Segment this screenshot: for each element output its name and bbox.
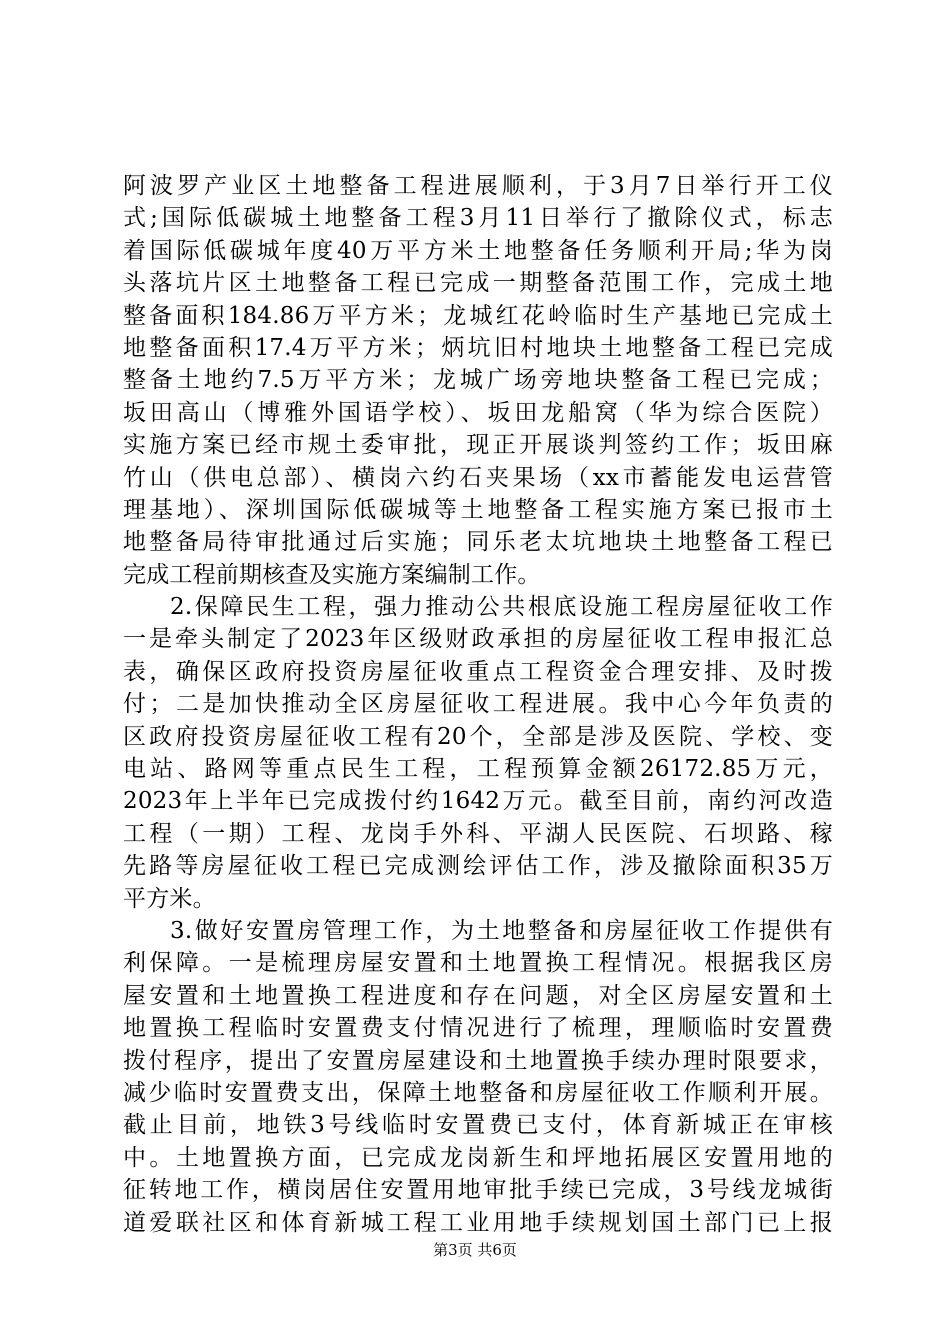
text-line: 道爱联社区和体育新城工程工业用地手续规划国土部门已上报	[123, 1209, 833, 1236]
text-line: 坂田高山（博雅外国语学校）、坂田龙船窝（华为综合医院）	[123, 399, 833, 426]
text-line: 整备土地约7.5万平方米；龙城广场旁地块整备工程已完成；	[123, 367, 833, 394]
text-line: 减少临时安置费支出，保障土地整备和房屋征收工作顺利开展。	[123, 1079, 833, 1106]
text-line: 电站、路网等重点民生工程，工程预算金额26172.85万元，	[123, 756, 833, 783]
text-line: 着国际低碳城年度40万平方米土地整备任务顺利开局;华为岗	[123, 237, 833, 264]
text-line: 地整备局待审批通过后实施；同乐老太坑地块土地整备工程已	[123, 529, 833, 556]
text-line: 利保障。一是梳理房屋安置和土地置换工程情况。根据我区房	[123, 950, 833, 977]
text-line: 式;国际低碳城土地整备工程3月11日举行了撤除仪式，标志	[123, 205, 833, 232]
text-line: 屋安置和土地置换工程进度和存在问题，对全区房屋安置和土	[123, 982, 833, 1009]
text-line: 地置换工程临时安置费支付情况进行了梳理，理顺临时安置费	[123, 1015, 833, 1042]
text-line: 竹山（供电总部）、横岗六约石夹果场（xx市蓄能发电运营管	[123, 464, 833, 491]
text-line: 完成工程前期核查及实施方案编制工作。	[123, 561, 541, 588]
text-line: 整备面积184.86万平方米；龙城红花岭临时生产基地已完成土	[123, 302, 833, 329]
text-line: 征转地工作，横岗居住安置用地审批手续已完成，3号线龙城街	[123, 1177, 833, 1204]
text-line: 截止目前，地铁3号线临时安置费已支付，体育新城正在审核	[123, 1112, 833, 1139]
section-heading-3: 3.做好安置房管理工作，为土地整备和房屋征收工作提供有	[170, 917, 833, 944]
text-line: 付；二是加快推动全区房屋征收工程进展。我中心今年负责的	[123, 691, 833, 718]
text-line: 平方米。	[123, 885, 216, 912]
text-line: 一是牵头制定了2023年区级财政承担的房屋征收工程申报汇总	[123, 626, 833, 653]
text-line: 阿波罗产业区土地整备工程进展顺利，于3月7日举行开工仪	[123, 173, 833, 199]
section-heading-2: 2.保障民生工程，强力推动公共根底设施工程房屋征收工作	[170, 594, 833, 621]
page-footer	[0, 1240, 950, 1260]
text-line: 理基地）、深圳国际低碳城等土地整备工程实施方案已报市土	[123, 496, 833, 523]
document-body	[123, 170, 833, 1239]
text-line: 区政府投资房屋征收工程有20个，全部是涉及医院、学校、变	[123, 723, 833, 750]
text-line: 头落坑片区土地整备工程已完成一期整备范围工作，完成土地	[123, 270, 833, 297]
text-line: 实施方案已经市规土委审批，现正开展谈判签约工作；坂田麻	[123, 432, 833, 459]
text-line: 拨付程序，提出了安置房屋建设和土地置换手续办理时限要求，	[123, 1047, 833, 1074]
text-line: 工程（一期）工程、龙岗手外科、平湖人民医院、石坝路、稼	[123, 820, 833, 847]
text-line: 地整备面积17.4万平方米；炳坑旧村地块土地整备工程已完成	[123, 334, 833, 361]
page-number: 第3页 共6页	[433, 1241, 517, 1259]
text-line: 先路等房屋征收工程已完成测绘评估工作，涉及撤除面积35万	[123, 853, 833, 880]
text-line: 中。土地置换方面，已完成龙岗新生和坪地拓展区安置用地的	[123, 1144, 833, 1171]
text-line: 2023年上半年已完成拨付约1642万元。截至目前，南约河改造	[123, 788, 833, 815]
text-line: 表，确保区政府投资房屋征收重点工程资金合理安排、及时拨	[123, 658, 833, 685]
